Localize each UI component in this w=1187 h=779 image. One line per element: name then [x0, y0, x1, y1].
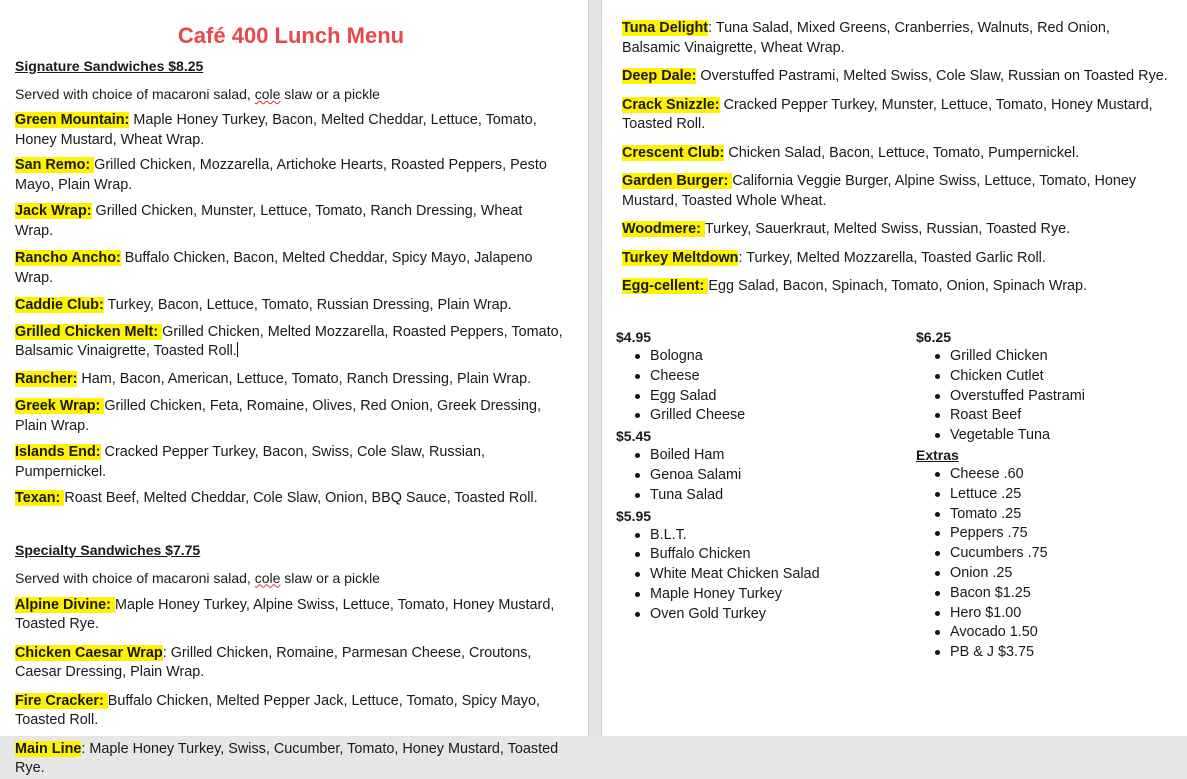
menu-item — [15, 692, 563, 731]
extra-item: Onion .25 — [916, 564, 1156, 584]
menu-item-description: Roast Beef, Melted Cheddar, Cole Slaw, Onion, BBQ Sauce, Toasted Roll. — [64, 490, 538, 506]
menu-item — [622, 19, 1170, 58]
signature-heading: Signature Sandwiches $8.25 — [15, 58, 204, 74]
left-page — [0, 0, 588, 776]
price-item: Grilled Chicken — [916, 347, 1156, 367]
price-column-2 — [916, 327, 1156, 663]
price-heading: $5.45 — [616, 428, 652, 445]
menu-item-name: Chicken Caesar Wrap — [15, 644, 163, 661]
page-gutter — [588, 0, 602, 736]
menu-item — [622, 144, 1170, 164]
menu-item-description: Buffalo Chicken, Melted Pepper Jack, Lettuce, Tomato, Spicy Mayo, Toasted Roll. — [15, 692, 541, 728]
menu-item-name: Deep Dale: — [622, 68, 697, 84]
menu-item-description: Maple Honey Turkey, Alpine Swiss, Lettuce, Tomato, Honey Mustard, Toasted Rye. — [15, 596, 555, 632]
price-item: Tuna Salad — [616, 486, 856, 506]
menu-item-name: Egg-cellent: — [622, 278, 709, 294]
price-column-1 — [616, 327, 856, 625]
menu-item — [622, 249, 1170, 269]
menu-item-name: Main Line — [15, 740, 82, 757]
menu-item-name: Islands End: — [15, 444, 101, 460]
price-item: Egg Salad — [616, 387, 856, 407]
menu-item-description: Grilled Chicken, Feta, Romaine, Olives, Red Onion, Greek Dressing, Plain Wrap. — [15, 398, 541, 434]
extra-item: Cheese .60 — [916, 465, 1156, 485]
note-text: slaw or a pickle — [280, 569, 380, 586]
menu-item-description: California Veggie Burger, Alpine Swiss, Lettuce, Tomato, Honey Mustard, Toasted Whole Wheat. — [622, 173, 1137, 209]
price-heading: $5.95 — [616, 507, 652, 524]
signature-items — [15, 111, 563, 509]
specialty-items-left — [15, 596, 563, 779]
spellcheck-word[interactable]: cole — [254, 569, 281, 586]
menu-item-name: Crescent Club: — [622, 144, 725, 161]
menu-item — [15, 202, 563, 241]
menu-item-name: Woodmere: — [622, 221, 705, 237]
extra-item: Avocado 1.50 — [916, 623, 1156, 643]
price-item: Overstuffed Pastrami — [916, 387, 1156, 407]
specialty-heading: Specialty Sandwiches $7.75 — [15, 541, 201, 558]
menu-item — [622, 277, 1170, 297]
menu-item-description: Turkey, Bacon, Lettuce, Tomato, Russian Dressing, Plain Wrap. — [103, 297, 512, 313]
menu-item-name: Jack Wrap: — [15, 203, 92, 219]
menu-item-description: Egg Salad, Bacon, Spinach, Tomato, Onion, Spinach Wrap. — [708, 278, 1088, 294]
price-heading: $4.95 — [616, 329, 652, 345]
menu-item — [622, 220, 1170, 240]
menu-item — [15, 443, 563, 482]
menu-item — [15, 156, 563, 195]
price-item: Buffalo Chicken — [616, 545, 856, 565]
price-items — [616, 446, 856, 505]
menu-item-name: Rancho Ancho: — [15, 250, 121, 266]
menu-item — [622, 172, 1170, 211]
specialty-items-right — [622, 19, 1170, 297]
menu-item-name: Fire Cracker: — [15, 692, 108, 709]
menu-item-name: San Remo: — [15, 157, 95, 173]
note-text: slaw or a pickle — [280, 86, 380, 102]
price-item: Maple Honey Turkey — [616, 585, 856, 605]
extra-item: Tomato .25 — [916, 505, 1156, 525]
menu-item-name: Alpine Divine: — [15, 596, 115, 613]
price-item: Chicken Cutlet — [916, 367, 1156, 387]
price-items — [916, 347, 1156, 446]
price-item: Oven Gold Turkey — [616, 605, 856, 625]
extra-item: Lettuce .25 — [916, 485, 1156, 505]
menu-item — [622, 67, 1170, 87]
price-item: Grilled Cheese — [616, 406, 856, 426]
right-page-content — [622, 12, 1170, 297]
price-item: Boiled Ham — [616, 446, 856, 466]
spellcheck-word[interactable]: cole — [254, 86, 281, 102]
menu-item-name: Caddie Club: — [15, 297, 104, 313]
menu-item — [15, 111, 563, 150]
menu-item-description: : Turkey, Melted Mozzarella, Toasted Garlic Roll. — [738, 249, 1046, 266]
signature-note — [15, 85, 563, 104]
menu-item-name: Greek Wrap: — [15, 398, 105, 414]
menu-item-description: : Maple Honey Turkey, Swiss, Cucumber, Tomato, Honey Mustard, Toasted Rye. — [15, 740, 559, 776]
menu-item-description: Overstuffed Pastrami, Melted Swiss, Cole Slaw, Russian on Toasted Rye. — [696, 68, 1168, 84]
menu-item-name: Crack Snizzle: — [622, 96, 720, 113]
menu-item-description: Grilled Chicken, Melted Mozzarella, Roasted Peppers, Tomato, Balsamic Vinaigrette, Toasted Roll. — [15, 323, 563, 359]
price-item: Genoa Salami — [616, 466, 856, 486]
extra-item: Peppers .75 — [916, 524, 1156, 544]
menu-item — [15, 489, 563, 509]
menu-item-name: Texan: — [15, 490, 65, 506]
price-item: Roast Beef — [916, 406, 1156, 426]
menu-item-description: Ham, Bacon, American, Lettuce, Tomato, Ranch Dressing, Plain Wrap. — [77, 370, 532, 387]
menu-item — [15, 397, 563, 436]
menu-title: Café 400 Lunch Menu — [177, 23, 405, 48]
right-page — [602, 0, 1187, 736]
menu-item — [15, 296, 563, 316]
menu-item-description: Cracked Pepper Turkey, Munster, Lettuce, Tomato, Honey Mustard, Toasted Roll. — [622, 96, 1153, 132]
menu-item-description: Buffalo Chicken, Bacon, Melted Cheddar, Spicy Mayo, Jalapeno Wrap. — [15, 250, 533, 286]
left-page-content — [15, 0, 563, 779]
menu-item — [15, 644, 563, 683]
menu-item — [15, 596, 563, 635]
menu-item-name: Garden Burger: — [622, 173, 733, 189]
menu-item-name: Turkey Meltdown — [622, 249, 739, 266]
menu-item — [15, 740, 563, 779]
menu-item — [15, 323, 563, 362]
price-item: B.L.T. — [616, 526, 856, 546]
extra-item: Cucumbers .75 — [916, 544, 1156, 564]
note-text: Served with choice of macaroni salad, — [15, 86, 255, 102]
menu-item — [15, 249, 563, 288]
menu-item-name: Rancher: — [15, 370, 78, 387]
menu-item-name: Green Mountain: — [15, 112, 130, 128]
extra-item: Hero $1.00 — [916, 604, 1156, 624]
menu-item-description: Turkey, Sauerkraut, Melted Swiss, Russian, Toasted Rye. — [704, 221, 1071, 237]
price-heading: $6.25 — [916, 329, 952, 345]
price-items — [616, 347, 856, 426]
menu-item-description: : Grilled Chicken, Romaine, Parmesan Cheese, Croutons, Caesar Dressing, Plain Wrap. — [15, 644, 532, 680]
price-items — [616, 526, 856, 625]
extras-heading: Extras — [916, 446, 959, 463]
extras-items — [916, 465, 1156, 663]
extra-item: PB & J $3.75 — [916, 643, 1156, 663]
menu-item-description: Maple Honey Turkey, Bacon, Melted Cheddar, Lettuce, Tomato, Honey Mustard, Wheat Wrap. — [15, 112, 537, 148]
price-item: White Meat Chicken Salad — [616, 565, 856, 585]
text-cursor — [237, 342, 238, 357]
menu-item-name: Tuna Delight — [622, 20, 709, 36]
specialty-note — [15, 569, 563, 588]
price-item: Vegetable Tuna — [916, 426, 1156, 446]
menu-item-description: Grilled Chicken, Mozzarella, Artichoke Hearts, Roasted Peppers, Pesto Mayo, Plain Wrap. — [15, 157, 547, 193]
menu-item-description: Grilled Chicken, Munster, Lettuce, Tomato, Ranch Dressing, Wheat Wrap. — [15, 203, 523, 239]
menu-item-name: Grilled Chicken Melt: — [15, 323, 163, 340]
price-item: Bologna — [616, 347, 856, 367]
price-item: Cheese — [616, 367, 856, 387]
menu-item-description: Chicken Salad, Bacon, Lettuce, Tomato, Pumpernickel. — [724, 144, 1080, 161]
menu-item-description: Cracked Pepper Turkey, Bacon, Swiss, Cole Slaw, Russian, Pumpernickel. — [15, 444, 486, 480]
note-text: Served with choice of macaroni salad, — [15, 569, 255, 586]
menu-item — [622, 96, 1170, 135]
menu-item-description: : Tuna Salad, Mixed Greens, Cranberries, Walnuts, Red Onion, Balsamic Vinaigrette, Wheat Wrap. — [622, 20, 1110, 56]
menu-item — [15, 370, 563, 390]
extra-item: Bacon $1.25 — [916, 584, 1156, 604]
